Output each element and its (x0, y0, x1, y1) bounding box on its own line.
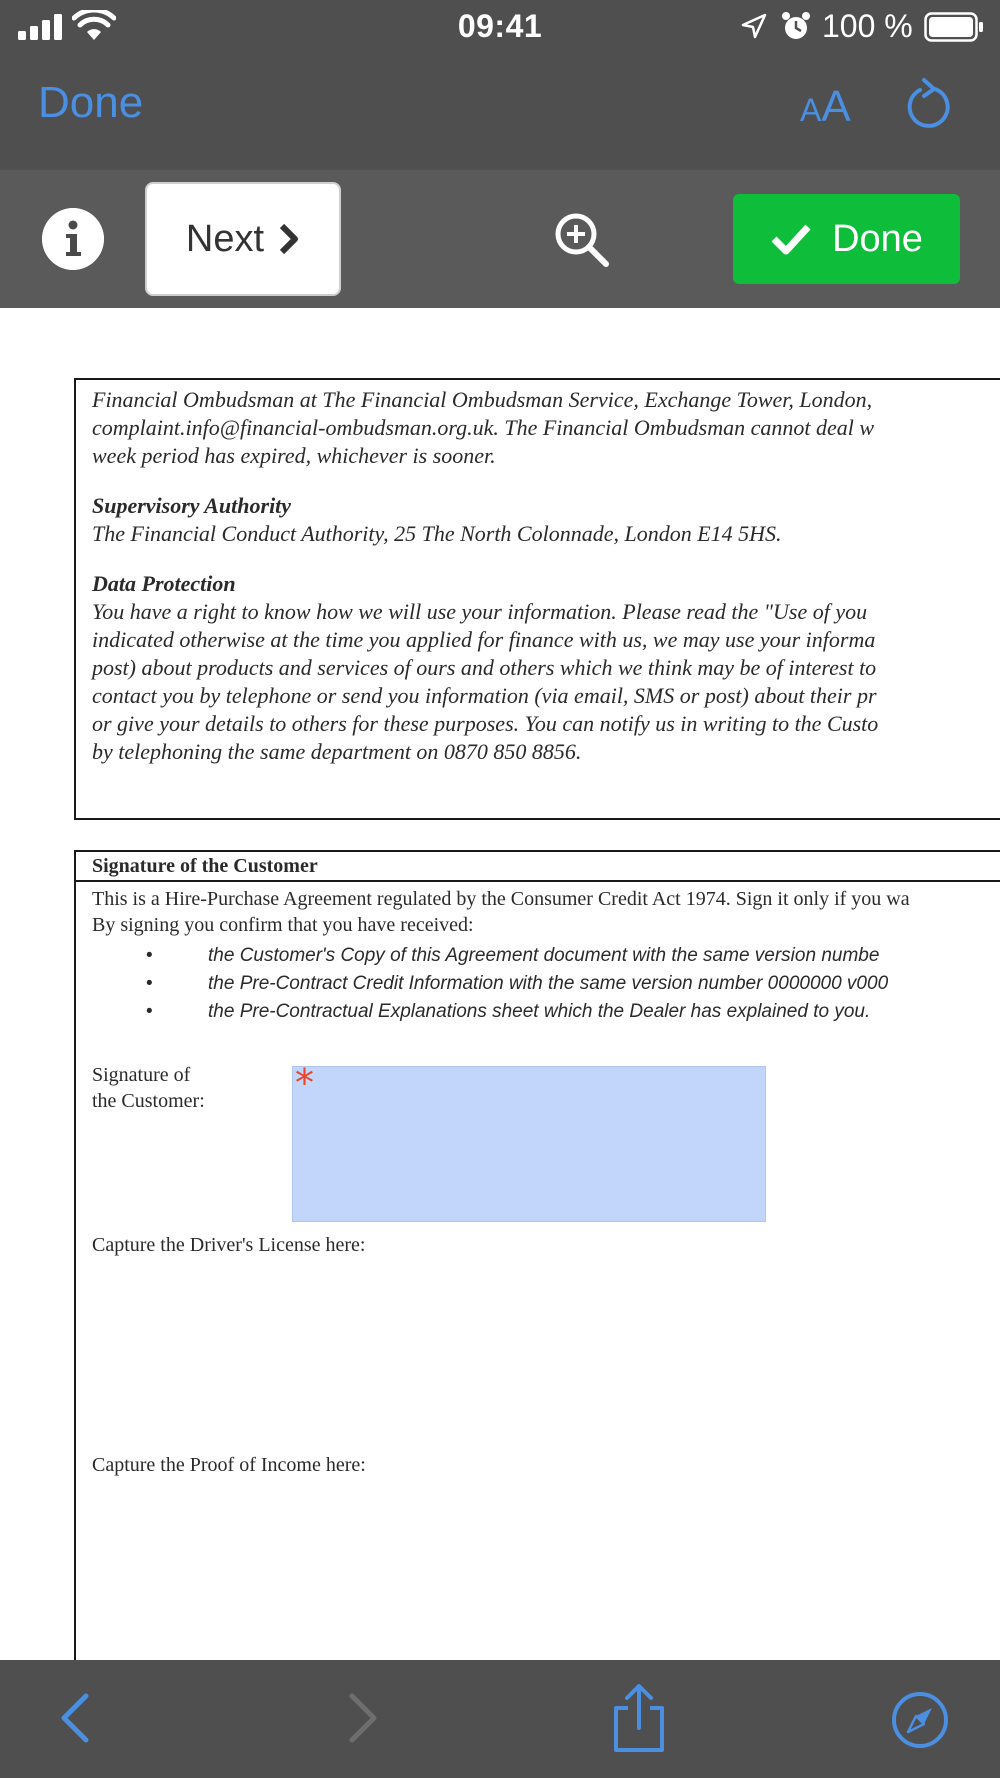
list-item: • the Pre-Contract Credit Information with the same version number 0000000 v000 (92, 970, 1000, 998)
text-line: indicated otherwise at the time you applied for finance with us, we may use your informa (92, 627, 876, 652)
status-bar (0, 0, 1000, 56)
list-item: • the Pre-Contractual Explanations sheet which the Dealer has explained to you. (92, 998, 1000, 1026)
top-chrome (0, 0, 1000, 170)
form-done-button[interactable] (733, 194, 960, 284)
bottom-toolbar (0, 1660, 1000, 1778)
info-section (74, 378, 1000, 820)
complaints-text (92, 386, 1000, 470)
text-size-button[interactable] (800, 82, 851, 132)
text-line: Financial Ombudsman at The Financial Ombudsman Service, Exchange Tower, London, (92, 387, 873, 412)
document-view (0, 308, 1000, 1660)
zoom-in-icon[interactable] (552, 210, 612, 270)
text-line: Signature of (92, 1064, 191, 1086)
form-toolbar (0, 170, 1000, 308)
text-line: the Customer: (92, 1090, 205, 1112)
next-label: Next (185, 217, 265, 260)
forward-icon[interactable] (346, 1692, 380, 1744)
text-line: This is a Hire-Purchase Agreement regulated by the Consumer Credit Act 1974. Sign it only if you wa (92, 888, 910, 910)
chevron-right-icon (278, 223, 300, 255)
status-time: 09:41 (457, 8, 543, 44)
text-line: week period has expired, whichever is sooner. (92, 443, 496, 468)
data-protection-heading: Data Protection (92, 571, 236, 596)
checkmark-icon (770, 222, 812, 256)
data-protection-text (92, 598, 1000, 766)
signature-section (74, 850, 1000, 1660)
battery-icon (924, 12, 984, 42)
text-size-large-glyph: A (821, 82, 851, 131)
location-icon (740, 12, 768, 40)
capture-license-label: Capture the Driver's License here: (92, 1234, 366, 1256)
text-line: complaint.info@financial-ombudsman.org.uk. The Financial Ombudsman cannot deal w (92, 415, 875, 440)
back-icon[interactable] (58, 1692, 92, 1744)
received-documents-list (92, 942, 1000, 1026)
list-item: • the Customer's Copy of this Agreement document with the same version numbe (92, 942, 1000, 970)
share-icon[interactable] (610, 1682, 668, 1754)
supervisory-heading: Supervisory Authority (92, 493, 292, 518)
text-line: contact you by telephone or send you information (via email, SMS or post) about their pr (92, 683, 877, 708)
signature-field[interactable] (292, 1061, 766, 1222)
next-field-button[interactable] (145, 182, 341, 296)
battery-percent: 100 % (822, 8, 913, 44)
signature-label (92, 1062, 205, 1114)
nav-done-button[interactable]: Done (38, 78, 144, 127)
supervisory-text: The Financial Conduct Authority, 25 The North Colonnade, London E14 5HS. (92, 521, 782, 546)
alarm-icon (780, 10, 812, 42)
required-marker: * (295, 1061, 314, 1105)
text-line: or give your details to others for these purposes. You can notify us in writing to the Custo (92, 711, 879, 736)
info-icon[interactable] (42, 208, 104, 270)
text-line: By signing you confirm that you have received: (92, 914, 474, 936)
capture-income-label: Capture the Proof of Income here: (92, 1454, 366, 1476)
signature-heading: Signature of the Customer (76, 852, 1000, 882)
text-line: by telephoning the same department on 0870 850 8856. (92, 739, 582, 764)
text-line: post) about products and services of ours and others which we think may be of interest to (92, 655, 877, 680)
text-size-small-glyph: A (800, 92, 822, 128)
signature-intro (76, 882, 1000, 1026)
reload-icon[interactable] (902, 76, 952, 132)
text-line: You have a right to know how we will use your information. Please read the "Use of you (92, 599, 868, 624)
form-done-label: Done (832, 217, 923, 260)
safari-compass-icon[interactable] (890, 1690, 950, 1750)
